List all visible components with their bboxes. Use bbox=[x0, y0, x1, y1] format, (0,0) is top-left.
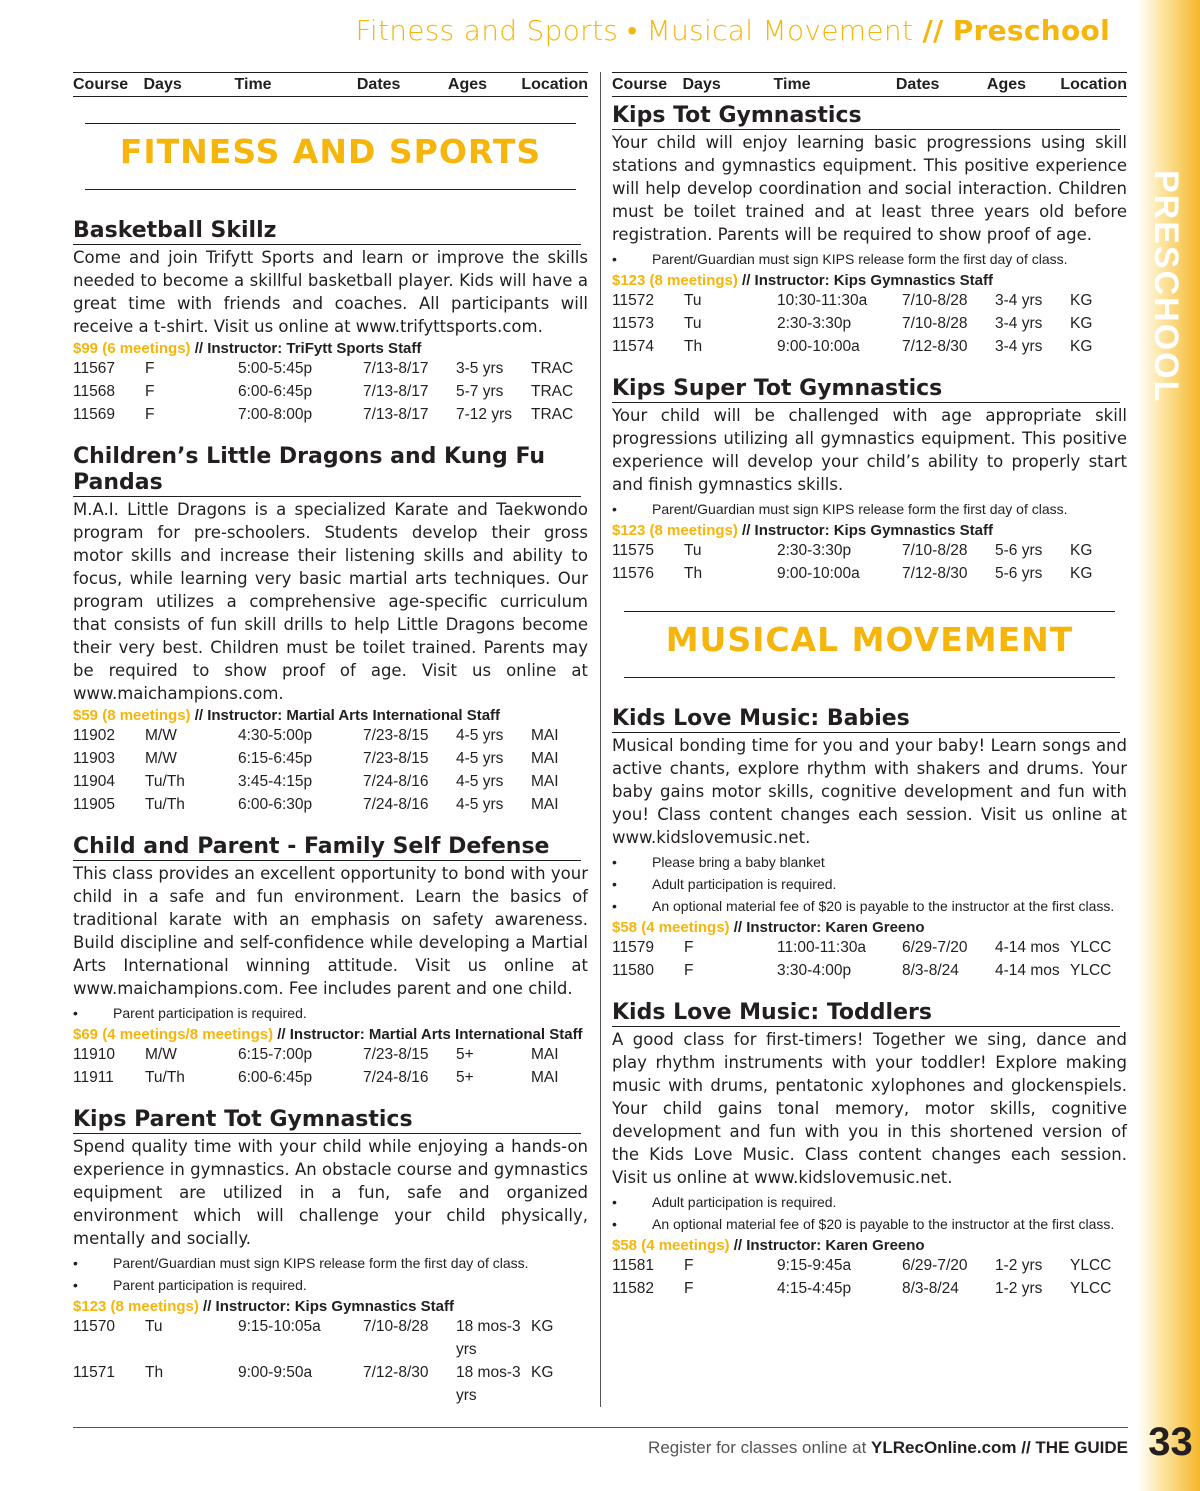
left-column bbox=[73, 72, 588, 1425]
course-days: Tu/Th bbox=[145, 1069, 185, 1086]
table-row bbox=[612, 936, 1127, 959]
course-description: Come and join Trifytt Sports and learn or improve the skills needed to become a skillful basketball player. Kids will have a great time with friends and coaches. All participants will receive a t-shirt. Visit us online at www.trifyttsports.com. bbox=[73, 248, 588, 336]
course-notes bbox=[73, 1252, 588, 1296]
course-ages: 1-2 yrs bbox=[995, 1257, 1043, 1274]
course-time: 11:00-11:30a bbox=[777, 939, 867, 956]
course-time: 9:00-10:00a bbox=[777, 565, 860, 582]
course-location: MAI bbox=[531, 1046, 559, 1063]
course-note: • An optional material fee of $20 is payable to the instructor at the first class. bbox=[612, 895, 1127, 917]
course-location: MAI bbox=[531, 727, 559, 744]
course-block bbox=[612, 1000, 1127, 1300]
course-ages: 4-14 mos bbox=[995, 962, 1060, 979]
course-days: F bbox=[145, 383, 155, 400]
course-description: Your child will enjoy learning basic progressions using skill stations and gymnastics equipment. This positive experience will help develop coordination and social interaction. Children must be toilet trained and at least three years old before registration. Parents will be required to show proof of age. bbox=[612, 133, 1127, 244]
course-number: 11903 bbox=[73, 750, 115, 767]
sidebar-label: PRESCHOOL bbox=[1147, 170, 1185, 404]
course-notes bbox=[612, 248, 1127, 270]
course-location: KG bbox=[1070, 315, 1093, 332]
course-number: 11571 bbox=[73, 1364, 115, 1381]
col-ages: Ages bbox=[986, 76, 1027, 93]
course-meta bbox=[73, 707, 588, 724]
table-row bbox=[73, 380, 588, 403]
course-dates: 7/23-8/15 bbox=[363, 727, 429, 744]
course-location: KG bbox=[531, 1318, 554, 1335]
course-dates: 7/10-8/28 bbox=[902, 542, 968, 559]
course-title: Kids Love Music: Toddlers bbox=[612, 1000, 1120, 1027]
course-number: 11579 bbox=[612, 939, 654, 956]
footer-guide: // THE GUIDE bbox=[1016, 1438, 1128, 1457]
course-ages: 4-14 mos bbox=[995, 939, 1060, 956]
course-number: 11580 bbox=[612, 962, 654, 979]
course-location: KG bbox=[531, 1364, 554, 1381]
course-days: F bbox=[684, 1257, 694, 1274]
table-row bbox=[612, 562, 1127, 585]
course-location: MAI bbox=[531, 750, 559, 767]
table-row bbox=[73, 1043, 588, 1066]
course-description: This class provides an excellent opportunity to bond with your child in a safe and fun environment. Learn the basics of traditional karate with an emphasis on safety awareness. Build discipline and self-confidence while developing a Martial Arts International winning attitude. Visit us online at www.maichampions.com. Fee includes parent and one child. bbox=[73, 864, 588, 998]
course-dates: 7/12-8/30 bbox=[902, 338, 968, 355]
course-number: 11569 bbox=[73, 406, 115, 423]
section-title-fitness: FITNESS AND SPORTS bbox=[85, 123, 576, 190]
course-location: KG bbox=[1070, 565, 1093, 582]
course-price: $123 (8 meetings) bbox=[73, 1298, 199, 1315]
course-instructor: // Instructor: Kips Gymnastics Staff bbox=[198, 1298, 454, 1315]
course-time: 6:00-6:45p bbox=[238, 1069, 313, 1086]
course-days: F bbox=[684, 962, 694, 979]
course-days: F bbox=[145, 406, 155, 423]
course-ages: 5+ bbox=[456, 1046, 474, 1063]
course-dates: 7/10-8/28 bbox=[363, 1318, 429, 1335]
table-row bbox=[73, 770, 588, 793]
course-location: TRAC bbox=[531, 360, 574, 377]
course-dates: 7/24-8/16 bbox=[363, 1069, 429, 1086]
course-ages: 5-7 yrs bbox=[456, 383, 504, 400]
course-dates: 6/29-7/20 bbox=[902, 1257, 968, 1274]
course-note: • Parent participation is required. bbox=[73, 1002, 588, 1024]
course-block bbox=[612, 376, 1127, 585]
course-days: Th bbox=[145, 1364, 164, 1381]
course-meta bbox=[73, 1298, 588, 1315]
course-note: • Parent/Guardian must sign KIPS release form the first day of class. bbox=[612, 248, 1127, 270]
course-description: Spend quality time with your child while enjoying a hands-on experience in gymnastics. An obstacle course and gymnastics equipment are utilized in a fun, safe and organized environment which will challenge your child physically, mentally and socially. bbox=[73, 1137, 588, 1248]
course-block bbox=[73, 834, 588, 1089]
course-ages: 3-4 yrs bbox=[995, 292, 1043, 309]
header-section: Preschool bbox=[952, 14, 1110, 47]
course-dates: 8/3-8/24 bbox=[902, 962, 959, 979]
course-block bbox=[73, 444, 588, 816]
course-meta bbox=[612, 919, 1127, 936]
course-dates: 7/10-8/28 bbox=[902, 315, 968, 332]
course-time: 9:15-9:45a bbox=[777, 1257, 852, 1274]
course-days: Tu/Th bbox=[145, 773, 185, 790]
course-dates: 7/13-8/17 bbox=[363, 360, 429, 377]
course-time: 4:30-5:00p bbox=[238, 727, 313, 744]
course-dates: 7/23-8/15 bbox=[363, 750, 429, 767]
course-number: 11573 bbox=[612, 315, 654, 332]
course-time: 9:00-9:50a bbox=[238, 1364, 313, 1381]
course-price: $123 (8 meetings) bbox=[612, 522, 738, 539]
course-notes bbox=[612, 851, 1127, 917]
course-number: 11576 bbox=[612, 565, 654, 582]
course-days: Tu bbox=[145, 1318, 163, 1335]
course-time: 2:30-3:30p bbox=[777, 315, 852, 332]
course-days: M/W bbox=[145, 727, 177, 744]
course-days: F bbox=[684, 1280, 694, 1297]
table-row bbox=[612, 289, 1127, 312]
col-course: Course bbox=[612, 76, 668, 93]
course-ages: 4-5 yrs bbox=[456, 727, 504, 744]
course-dates: 7/13-8/17 bbox=[363, 406, 429, 423]
course-time: 10:30-11:30a bbox=[777, 292, 868, 309]
course-note: • Please bring a baby blanket bbox=[612, 851, 1127, 873]
course-days: Tu bbox=[684, 315, 702, 332]
course-location: MAI bbox=[531, 773, 559, 790]
table-row bbox=[73, 724, 588, 747]
header-category: Fitness and Sports • Musical Movement bbox=[355, 14, 914, 47]
course-location: KG bbox=[1070, 292, 1093, 309]
column-divider bbox=[600, 72, 601, 1407]
course-number: 11905 bbox=[73, 796, 115, 813]
course-number: 11910 bbox=[73, 1046, 115, 1063]
course-time: 2:30-3:30p bbox=[777, 542, 852, 559]
course-instructor: // Instructor: Kips Gymnastics Staff bbox=[737, 272, 993, 289]
course-title: Kips Parent Tot Gymnastics bbox=[73, 1107, 581, 1134]
course-description: Musical bonding time for you and your baby! Learn songs and active chants, explore rhythm with shakers and drums. Your baby gains motor skills, cognitive development and fun with you! Class content changes each session. Visit us online at www.kidslovemusic.net. bbox=[612, 736, 1127, 847]
course-notes bbox=[73, 1002, 588, 1024]
table-row bbox=[612, 1254, 1127, 1277]
course-ages: 3-5 yrs bbox=[456, 360, 504, 377]
course-days: Th bbox=[684, 565, 703, 582]
course-note: • Adult participation is required. bbox=[612, 1191, 1127, 1213]
course-ages: 18 mos-3 yrs bbox=[456, 1318, 521, 1358]
course-location: YLCC bbox=[1070, 1280, 1112, 1297]
course-block bbox=[612, 706, 1127, 982]
course-ages: 4-5 yrs bbox=[456, 750, 504, 767]
course-time: 5:00-5:45p bbox=[238, 360, 313, 377]
course-note: • Adult participation is required. bbox=[612, 873, 1127, 895]
course-dates: 7/12-8/30 bbox=[363, 1364, 429, 1381]
course-time: 6:15-7:00p bbox=[238, 1046, 313, 1063]
course-meta bbox=[612, 1237, 1127, 1254]
page-header bbox=[0, 14, 1120, 47]
course-meta bbox=[73, 340, 588, 357]
course-note: • Parent/Guardian must sign KIPS release form the first day of class. bbox=[612, 498, 1127, 520]
course-time: 7:00-8:00p bbox=[238, 406, 313, 423]
course-days: Tu bbox=[684, 292, 702, 309]
footer-text: Register for classes online at bbox=[648, 1438, 872, 1457]
course-ages: 1-2 yrs bbox=[995, 1280, 1043, 1297]
course-ages: 5-6 yrs bbox=[995, 565, 1043, 582]
course-number: 11582 bbox=[612, 1280, 654, 1297]
course-ages: 18 mos-3 yrs bbox=[456, 1364, 521, 1404]
course-days: M/W bbox=[145, 1046, 177, 1063]
course-price: $59 (8 meetings) bbox=[73, 707, 191, 724]
column-headers bbox=[612, 72, 1127, 97]
right-course-list-top bbox=[612, 103, 1127, 585]
course-days: F bbox=[145, 360, 155, 377]
course-number: 11904 bbox=[73, 773, 115, 790]
course-meta bbox=[73, 1026, 588, 1043]
course-instructor: // Instructor: Martial Arts International Staff bbox=[190, 707, 501, 724]
table-row bbox=[73, 1066, 588, 1089]
course-days: M/W bbox=[145, 750, 177, 767]
course-block bbox=[612, 103, 1127, 358]
course-location: MAI bbox=[531, 1069, 559, 1086]
course-note: • Parent/Guardian must sign KIPS release form the first day of class. bbox=[73, 1252, 588, 1274]
table-row bbox=[612, 539, 1127, 562]
left-course-list bbox=[73, 218, 588, 1407]
course-number: 11574 bbox=[612, 338, 654, 355]
course-dates: 7/12-8/30 bbox=[902, 565, 968, 582]
course-ages: 3-4 yrs bbox=[995, 338, 1043, 355]
course-title: Kids Love Music: Babies bbox=[612, 706, 1120, 733]
course-number: 11568 bbox=[73, 383, 115, 400]
section-title-music: MUSICAL MOVEMENT bbox=[624, 611, 1115, 678]
course-location: TRAC bbox=[531, 406, 574, 423]
right-course-list-bottom bbox=[612, 706, 1127, 1300]
col-time: Time bbox=[234, 76, 272, 93]
footer-site-link[interactable]: YLRecOnline.com bbox=[871, 1438, 1017, 1457]
col-dates: Dates bbox=[895, 76, 940, 93]
course-ages: 3-4 yrs bbox=[995, 315, 1043, 332]
course-note: • Parent participation is required. bbox=[73, 1274, 588, 1296]
col-days: Days bbox=[143, 76, 182, 93]
table-row bbox=[612, 312, 1127, 335]
table-row bbox=[73, 793, 588, 816]
course-instructor: // Instructor: Kips Gymnastics Staff bbox=[737, 522, 993, 539]
table-row bbox=[73, 1361, 588, 1407]
course-days: F bbox=[684, 939, 694, 956]
course-dates: 6/29-7/20 bbox=[902, 939, 968, 956]
course-dates: 8/3-8/24 bbox=[902, 1280, 959, 1297]
table-row bbox=[73, 1315, 588, 1361]
course-location: MAI bbox=[531, 796, 559, 813]
course-ages: 5-6 yrs bbox=[995, 542, 1043, 559]
course-price: $99 (6 meetings) bbox=[73, 340, 191, 357]
course-location: TRAC bbox=[531, 383, 574, 400]
page-footer bbox=[648, 1438, 1128, 1458]
course-ages: 4-5 yrs bbox=[456, 773, 504, 790]
course-title: Kips Tot Gymnastics bbox=[612, 103, 1120, 130]
course-time: 6:15-6:45p bbox=[238, 750, 313, 767]
column-headers bbox=[73, 72, 588, 97]
col-time: Time bbox=[773, 76, 811, 93]
course-notes bbox=[612, 498, 1127, 520]
course-number: 11581 bbox=[612, 1257, 654, 1274]
table-row bbox=[73, 747, 588, 770]
col-days: Days bbox=[682, 76, 721, 93]
page-number: 33 bbox=[1148, 1420, 1193, 1464]
table-row bbox=[73, 403, 588, 426]
course-number: 11911 bbox=[73, 1069, 114, 1086]
course-dates: 7/24-8/16 bbox=[363, 773, 429, 790]
col-dates: Dates bbox=[356, 76, 401, 93]
header-separator: // bbox=[922, 14, 944, 47]
col-course: Course bbox=[73, 76, 129, 93]
course-title: Child and Parent - Family Self Defense bbox=[73, 834, 581, 861]
course-instructor: // Instructor: Karen Greeno bbox=[729, 919, 925, 936]
course-meta bbox=[612, 272, 1127, 289]
table-row bbox=[73, 357, 588, 380]
course-instructor: // Instructor: TriFytt Sports Staff bbox=[190, 340, 422, 357]
course-time: 3:30-4:00p bbox=[777, 962, 852, 979]
course-location: KG bbox=[1070, 338, 1093, 355]
course-location: YLCC bbox=[1070, 962, 1112, 979]
table-row bbox=[612, 335, 1127, 358]
course-number: 11572 bbox=[612, 292, 654, 309]
col-location: Location bbox=[521, 76, 588, 93]
course-time: 3:45-4:15p bbox=[238, 773, 313, 790]
course-ages: 5+ bbox=[456, 1069, 474, 1086]
course-ages: 7-12 yrs bbox=[456, 406, 512, 423]
course-number: 11575 bbox=[612, 542, 654, 559]
course-location: YLCC bbox=[1070, 1257, 1112, 1274]
course-title: Children’s Little Dragons and Kung Fu Pandas bbox=[73, 444, 581, 497]
course-time: 9:15-10:05a bbox=[238, 1318, 321, 1335]
course-price: $123 (8 meetings) bbox=[612, 272, 738, 289]
course-block bbox=[73, 1107, 588, 1407]
course-instructor: // Instructor: Karen Greeno bbox=[729, 1237, 925, 1254]
course-description: Your child will be challenged with age appropriate skill progressions utilizing all gymnastics equipment. This positive experience will develop your child’s ability to properly start and finish gymnastics skills. bbox=[612, 406, 1127, 494]
course-description: A good class for first-timers! Together we sing, dance and play rhythm instruments with your toddler! Explore making music with drums, pentatonic xylophones and glockenspiels. Your child gains tonal memory, motor skills, cognitive development and fun with you in this shortened version of the Kids Love Music. Class content changes each session. Visit us online at www.kidslovemusic.net. bbox=[612, 1030, 1127, 1187]
course-days: Th bbox=[684, 338, 703, 355]
course-notes bbox=[612, 1191, 1127, 1235]
course-time: 6:00-6:45p bbox=[238, 383, 313, 400]
course-time: 6:00-6:30p bbox=[238, 796, 313, 813]
course-location: YLCC bbox=[1070, 939, 1112, 956]
col-ages: Ages bbox=[447, 76, 488, 93]
course-description: M.A.I. Little Dragons is a specialized Karate and Taekwondo program for pre-schoolers. Students develop their gross motor skills and increase their listening skills and ability to focus, while learning very basic martial arts techniques. Our program utilizes a comprehensive age-specific curriculum that consists of fun skill drills to help Little Dragons become their very best. Children must be toilet trained. Parents may be required to show proof of age. Visit us online at www.maichampions.com. bbox=[73, 500, 588, 703]
course-number: 11570 bbox=[73, 1318, 115, 1335]
course-note: • An optional material fee of $20 is payable to the instructor at the first class. bbox=[612, 1213, 1127, 1235]
course-dates: 7/13-8/17 bbox=[363, 383, 429, 400]
course-time: 4:15-4:45p bbox=[777, 1280, 852, 1297]
course-number: 11567 bbox=[73, 360, 115, 377]
course-time: 9:00-10:00a bbox=[777, 338, 860, 355]
footer-rule bbox=[73, 1427, 1128, 1428]
course-ages: 4-5 yrs bbox=[456, 796, 504, 813]
course-price: $58 (4 meetings) bbox=[612, 1237, 730, 1254]
course-location: KG bbox=[1070, 542, 1093, 559]
course-dates: 7/23-8/15 bbox=[363, 1046, 429, 1063]
course-number: 11902 bbox=[73, 727, 115, 744]
course-title: Kips Super Tot Gymnastics bbox=[612, 376, 1120, 403]
course-dates: 7/10-8/28 bbox=[902, 292, 968, 309]
course-dates: 7/24-8/16 bbox=[363, 796, 429, 813]
course-title: Basketball Skillz bbox=[73, 218, 581, 245]
course-meta bbox=[612, 522, 1127, 539]
course-price: $69 (4 meetings/8 meetings) bbox=[73, 1026, 274, 1043]
course-instructor: // Instructor: Martial Arts International Staff bbox=[273, 1026, 583, 1043]
course-price: $58 (4 meetings) bbox=[612, 919, 730, 936]
table-row bbox=[612, 1277, 1127, 1300]
course-block bbox=[73, 218, 588, 426]
table-row bbox=[612, 959, 1127, 982]
right-column bbox=[612, 72, 1127, 1318]
col-location: Location bbox=[1060, 76, 1127, 93]
course-days: Tu/Th bbox=[145, 796, 185, 813]
course-days: Tu bbox=[684, 542, 702, 559]
